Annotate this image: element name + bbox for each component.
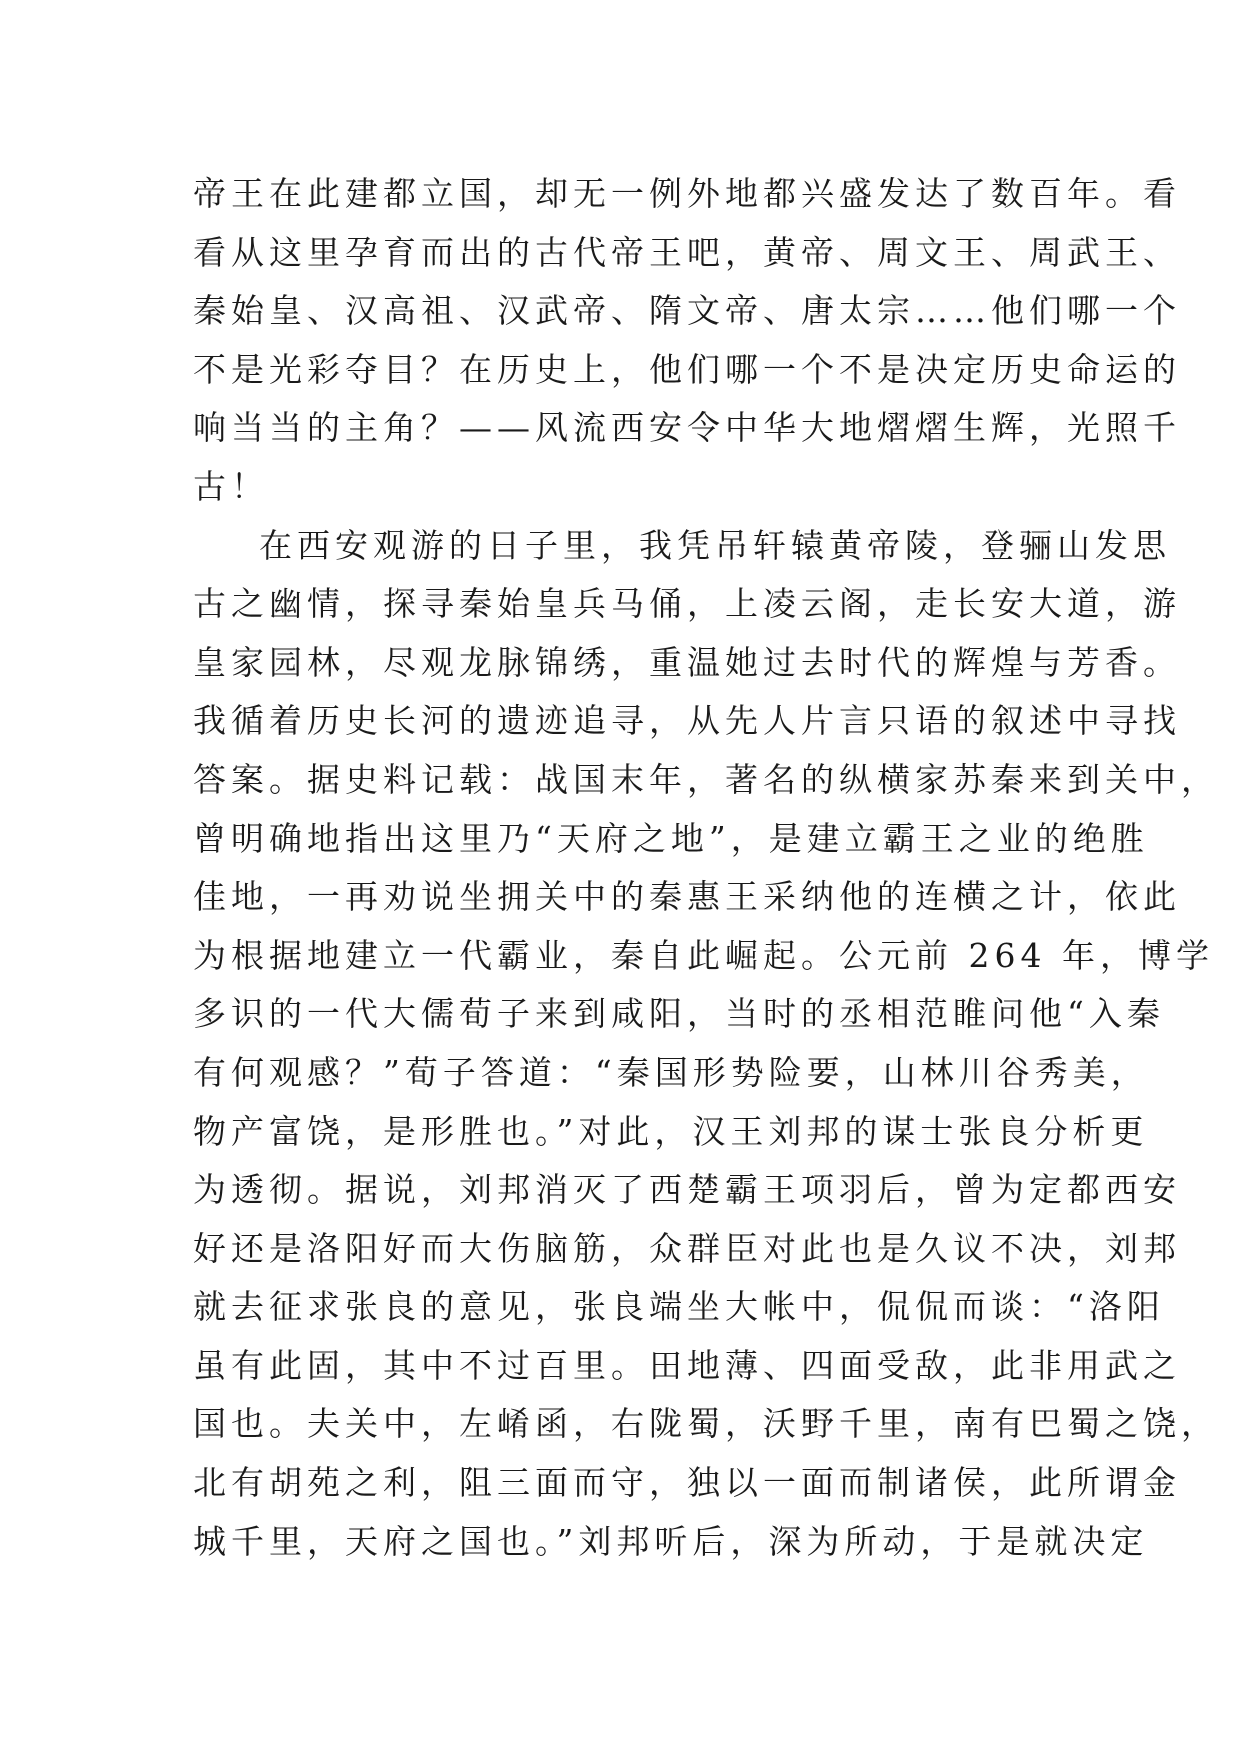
text-line: 就去征求张良的意见，张良端坐大帐中，侃侃而谈：“洛阳 <box>193 1287 1165 1327</box>
text-line: 不是光彩夺目？在历史上，他们哪一个不是决定历史命运的 <box>193 349 1181 389</box>
text-line: 有何观感？”荀子答道：“秦国形势险要，山林川谷秀美， <box>193 1052 1149 1092</box>
text-line: 为透彻。据说，刘邦消灭了西楚霸王项羽后，曾为定都西安 <box>193 1170 1181 1210</box>
text-line: 秦始皇、汉高祖、汉武帝、隋文帝、唐太宗……他们哪一个 <box>193 291 1181 331</box>
text-line: 佳地，一再劝说坐拥关中的秦惠王采纳他的连横之计，依此 <box>193 877 1181 917</box>
document-body <box>193 165 1219 1571</box>
text-line: 多识的一代大儒荀子来到咸阳，当时的丞相范睢问他“入秦 <box>193 994 1165 1034</box>
text-line: 古！ <box>193 466 269 506</box>
text-line: 在西安观游的日子里，我凭吊轩辕黄帝陵，登骊山发思 <box>259 525 1171 565</box>
text-line: 为根据地建立一代霸业，秦自此崛起。公元前 264 年，博学 <box>193 935 1214 975</box>
text-line: 好还是洛阳好而大伤脑筋，众群臣对此也是久议不决，刘邦 <box>193 1228 1181 1268</box>
text-line: 皇家园林，尽观龙脉锦绣，重温她过去时代的辉煌与芳香。 <box>193 642 1181 682</box>
text-line: 帝王在此建都立国，却无一例外地都兴盛发达了数百年。看 <box>193 174 1181 213</box>
text-line: 古之幽情，探寻秦始皇兵马俑，上凌云阁，走长安大道，游 <box>193 584 1181 624</box>
text-line: 国也。夫关中，左崤函，右陇蜀，沃野千里，南有巴蜀之饶， <box>193 1404 1219 1444</box>
text-line: 响当当的主角？——风流西安令中华大地熠熠生辉，光照千 <box>193 408 1181 448</box>
text-line: 物产富饶，是形胜也。”对此，汉王刘邦的谋士张良分析更 <box>193 1111 1149 1151</box>
text-line: 城千里，天府之国也。”刘邦听后，深为所动，于是就决定 <box>193 1521 1149 1561</box>
text-line: 看从这里孕育而出的古代帝王吧，黄帝、周文王、周武王、 <box>193 232 1181 272</box>
text-line: 北有胡苑之利，阻三面而守，独以一面而制诸侯，此所谓金 <box>193 1463 1181 1503</box>
text-line: 曾明确地指出这里乃“天府之地”，是建立霸王之业的绝胜 <box>193 818 1149 858</box>
text-line: 我循着历史长河的遗迹追寻，从先人片言只语的叙述中寻找 <box>193 701 1181 741</box>
text-line: 虽有此固，其中不过百里。田地薄、四面受敌，此非用武之 <box>193 1345 1181 1385</box>
text-line: 答案。据史料记载：战国末年，著名的纵横家苏秦来到关中， <box>193 759 1219 799</box>
